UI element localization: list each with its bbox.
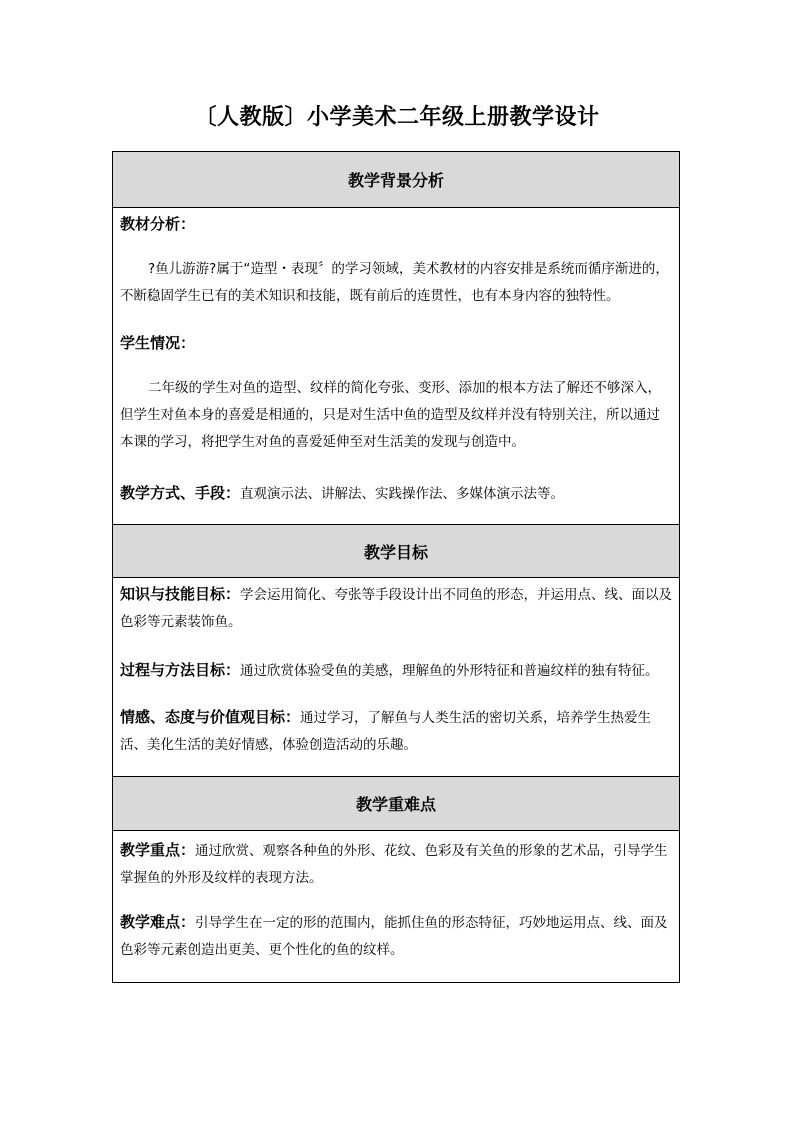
student-situation-label: 学生情况： [120,334,196,352]
lesson-table [112,151,680,983]
emotion-goal-label: 情感、态度与价值观目标： [120,708,301,726]
teaching-method-label: 教学方式、手段： [120,484,241,502]
process-goal-text: 通过欣赏体验受鱼的美感，理解鱼的外形特征和普遍纹样的独有特征。 [240,663,659,679]
document-title: 〔人教版〕小学美术二年级上册教学设计 [194,105,600,130]
process-goal-label: 过程与方法目标： [120,661,241,679]
knowledge-goal-label: 知识与技能目标： [120,585,241,603]
section-body-background [113,831,679,982]
difficult-point-text: 引导学生在一定的形的范围内，能抓住鱼的形态特征，巧妙地运用点、线、面及色彩等元素创造出更美、更个性化的鱼的纹样。 [120,915,668,958]
material-analysis-label: 教材分析： [120,215,196,233]
section-body-background [113,208,679,525]
section-header-background [113,525,679,578]
key-point-label: 教学重点： [120,841,196,859]
section-header-label: 教学重难点 [355,795,436,814]
section-header-label: 教学目标 [363,542,428,562]
key-point-text: 通过欣赏、观察各种鱼的外形、花纹、色彩及有关鱼的形象的艺术品，引导学生掌握鱼的外形及纹样的表现方法。 [120,843,668,886]
section-header-background [113,777,679,831]
material-analysis-text: ?鱼儿游游?属于“造型・表现〞的学习领域，美术教材的内容安排是系统而循序渐进的，不断稳固学生已有的美术知识和技能，既有前后的连贯性，也有本身内容的独特性。 [120,261,669,304]
emotion-goal-text: 通过学习，了解鱼与人类生活的密切关系，培养学生热爱生活、美化生活的美好情感，体验创造活动的乐趣。 [120,710,652,753]
section-header-background [113,152,679,208]
section-header-label: 教学背景分析 [347,171,444,190]
student-situation-text: 二年级的学生对鱼的造型、纹样的简化夸张、变形、添加的根本方法了解还不够深入，但学生对鱼本身的喜爱是相通的，只是对生活中鱼的造型及纹样并没有特别关注，所以通过本课的学习，将把学生对鱼的喜爱延伸至对生活美的发现与创造中。 [120,380,661,450]
teaching-method-text: 直观演示法、讲解法、实践操作法、多媒体演示法等。 [240,486,565,502]
section-body-background [113,578,679,777]
difficult-point-label: 教学难点： [120,913,196,931]
knowledge-goal-text: 学会运用简化、夸张等手段设计出不同鱼的形态，并运用点、线、面以及色彩等元素装饰鱼。 [120,587,673,630]
